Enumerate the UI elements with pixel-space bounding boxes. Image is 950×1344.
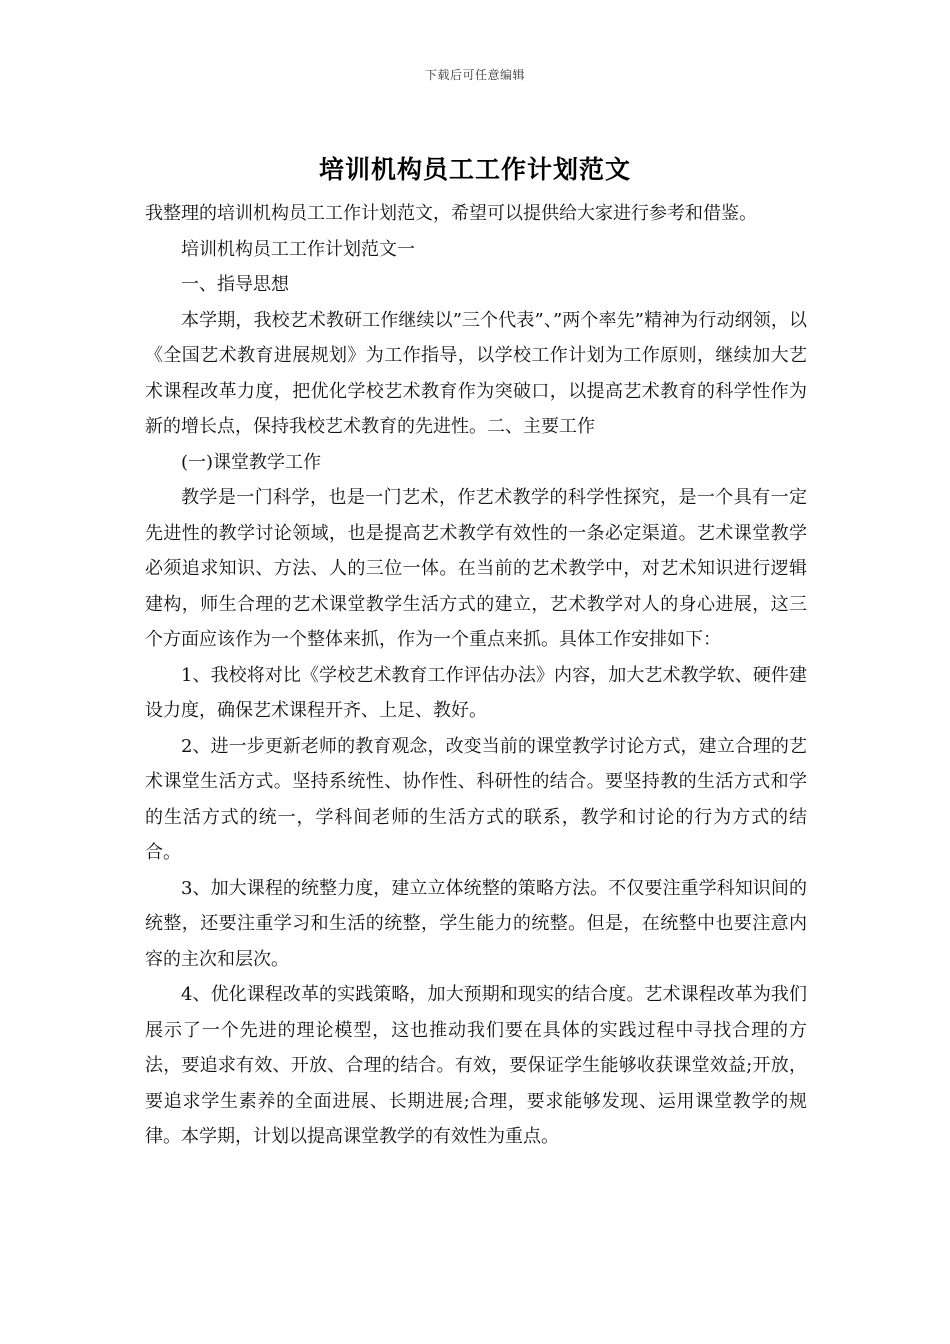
document-body xyxy=(145,196,807,1155)
body-paragraph: 本学期，我校艺术教研工作继续以”三个代表”、”两个率先”精神为行动纲领，以《全国艺术教育进展规划》为工作指导，以学校工作计划为工作原则，继续加大艺术课程改革力度，把优化学校艺术教育作为突破口，以提高艺术教育的科学性作为新的增长点，保持我校艺术教育的先进性。二、主要工作 xyxy=(145,309,807,437)
list-item: 4、优化课程改革的实践策略，加大预期和现实的结合度。艺术课程改革为我们展示了一个先进的理论模型，这也推动我们要在具体的实践过程中寻找合理的方法，要追求有效、开放、合理的结合。有效，要保证学生能够收获课堂效益;开放，要追求学生素养的全面进展、长期进展;合理，要求能够发现、运用课堂教学的规律。本学期，计划以提高课堂教学的有效性为重点。 xyxy=(145,984,807,1147)
section-subtitle: 培训机构员工工作计划范文一 xyxy=(181,238,415,260)
intro-paragraph: 我整理的培训机构员工工作计划范文，希望可以提供给大家进行参考和借鉴。 xyxy=(145,203,757,224)
document-title: 培训机构员工工作计划范文 xyxy=(318,155,631,184)
body-paragraph: 教学是一门科学，也是一门艺术，作艺术教学的科学性探究，是一个具有一定先进性的教学讨论领域，也是提高艺术教学有效性的一条必定渠道。艺术课堂教学必须追求知识、方法、人的三位一体。在当前的艺术教学中，对艺术知识进行逻辑建构，师生合理的艺术课堂教学生活方式的建立，艺术教学对人的身心进展，这三个方面应该作为一个整体来抓，作为一个重点来抓。具体工作安排如下： xyxy=(145,487,807,650)
header-note: 下载后可任意编辑 xyxy=(424,68,525,82)
list-item: 2、进一步更新老师的教育观念，改变当前的课堂教学讨论方式，建立合理的艺术课堂生活方式。坚持系统性、协作性、科研性的结合。要坚持教的生活方式和学的生活方式的统一，学科间老师的生活方式的联系，教学和讨论的行为方式的结合。 xyxy=(145,735,807,863)
section-heading-classroom-teaching: (一)课堂教学工作 xyxy=(181,451,322,473)
list-item: 1、我校将对比《学校艺术教育工作评估办法》内容，加大艺术教学软、硬件建设力度，确保艺术课程开齐、上足、教好。 xyxy=(145,664,807,721)
list-item: 3、加大课程的统整力度，建立立体统整的策略方法。不仅要注重学科知识间的统整，还要注重学习和生活的统整，学生能力的统整。但是，在统整中也要注意内容的主次和层次。 xyxy=(145,877,807,970)
section-heading-guiding-thought: 一、指导思想 xyxy=(181,274,289,295)
